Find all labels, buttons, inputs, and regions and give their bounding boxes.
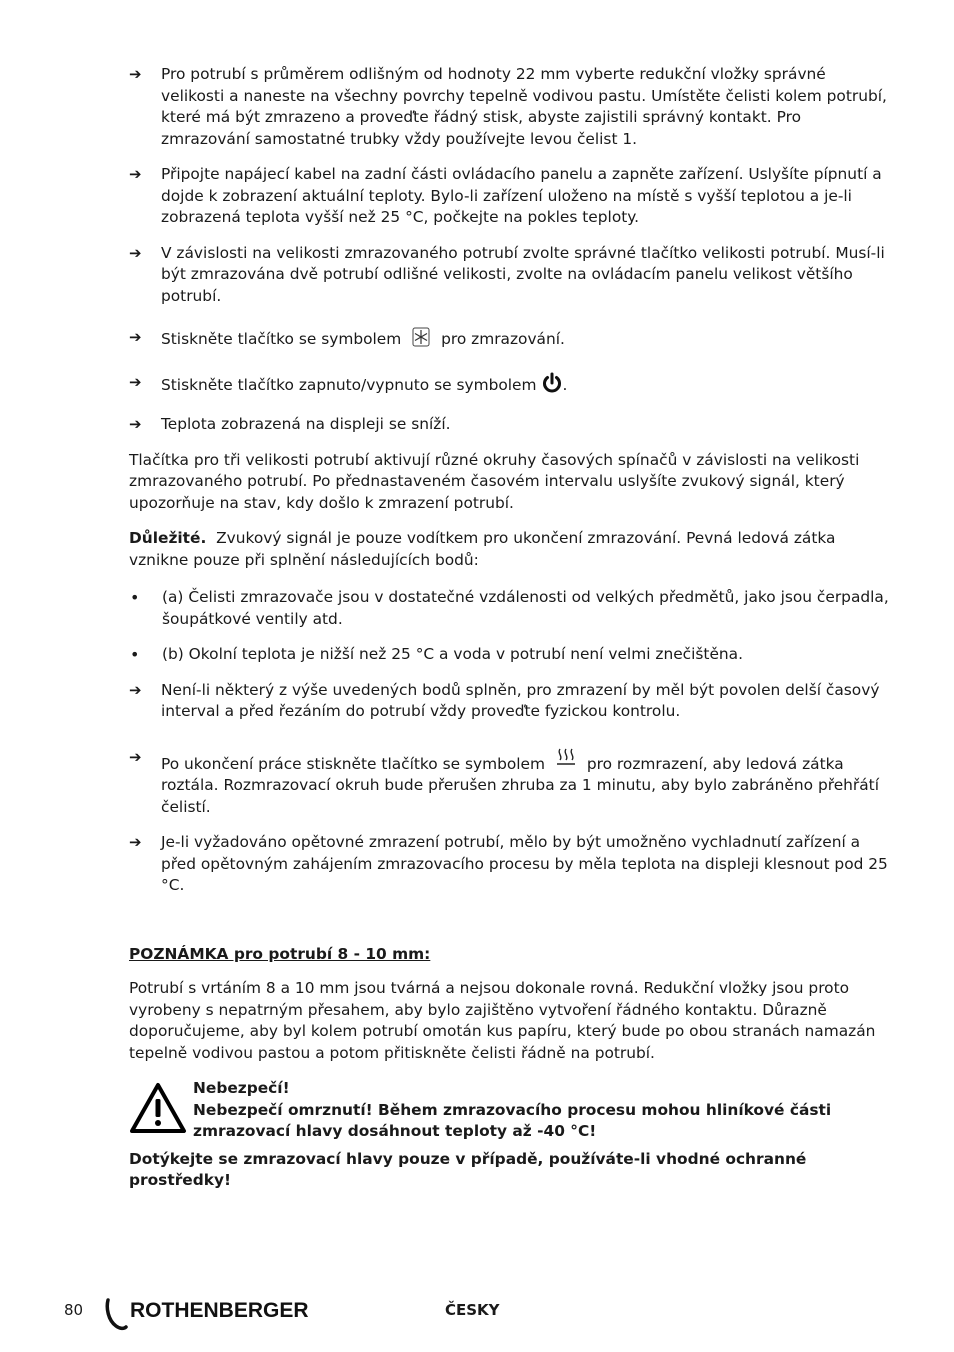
step-text: Je-li vyžadováno opětovné zmrazení potrubí, mělo by být umožněno vychladnutí zařízení a před opětovným zahájením zmrazovacího procesu by měla teplota na displeji klesnout pod 25 °C.	[161, 833, 888, 894]
snowflake-icon	[412, 327, 430, 354]
note-heading: POZNÁMKA pro potrubí 8 - 10 mm:	[129, 944, 431, 963]
arrow-right-icon: ➔	[129, 372, 142, 391]
bullet-text: (b) Okolní teplota je nižší než 25 °C a voda v potrubí není velmi znečištěna.	[162, 645, 744, 663]
paragraph-timer: Tlačítka pro tři velikosti potrubí aktivují různé okruhy časových spínačů v závislosti na velikosti zmrazovaného potrubí. Po přednastaveném časovém intervalu uslyšíte zvukový signál, který upozorňuje na stav, kdy došlo k zmrazení potrubí.	[129, 450, 860, 512]
step-text-before: Stiskněte tlačítko se symbolem	[161, 330, 402, 348]
bullet-text: (a) Čelisti zmrazovače jsou v dostatečné vzdálenosti od velkých předmětů, jako jsou čerpadla, šoupátkové ventily atd.	[162, 588, 889, 628]
bullet-item	[129, 644, 891, 666]
step-item	[129, 64, 891, 150]
step-text-after: .	[562, 375, 568, 394]
step-item-thaw	[129, 747, 891, 819]
bullet-item	[129, 587, 891, 630]
danger-block	[129, 1078, 891, 1143]
danger-final: Dotýkejte se zmrazovací hlavy pouze v případě, používáte-li vhodné ochranné prostředky!	[129, 1149, 807, 1189]
step-item-power	[129, 372, 891, 401]
step-text-after: pro zmrazování.	[441, 330, 565, 348]
important-text: Zvukový signál je pouze vodítkem pro ukončení zmrazování. Pevná ledová zátka vznikne pouze při splnění následujících bodů:	[129, 529, 836, 569]
step-text-before: Stiskněte tlačítko zapnuto/vypnuto se symbolem	[161, 375, 537, 394]
arrow-right-icon: ➔	[129, 243, 142, 262]
arrow-right-icon: ➔	[129, 165, 142, 183]
step-item	[129, 832, 891, 897]
arrow-right-icon: ➔	[129, 415, 142, 433]
arrow-right-icon: ➔	[129, 328, 142, 346]
language-label: ČESKY	[445, 1301, 500, 1319]
warning-triangle-icon	[129, 1078, 193, 1143]
step-text-before: Po ukončení práce stiskněte tlačítko se symbolem	[161, 754, 546, 773]
step-item	[129, 243, 891, 308]
rothenberger-logo	[104, 1296, 344, 1339]
bullet-icon: •	[130, 588, 140, 607]
page-number: 80	[64, 1301, 84, 1319]
important-label: Důležité.	[129, 529, 207, 547]
step-text-after: pro rozmrazení, aby ledová zátka roztála. Rozmrazovací okruh bude přerušen zhruba za 1 minutu, aby bylo zabráněno přehřátí čelistí.	[161, 754, 879, 816]
danger-title: Nebezpečí!	[193, 1079, 290, 1097]
arrow-right-icon: ➔	[129, 747, 142, 766]
bullet-icon: •	[130, 645, 140, 664]
note-text: Potrubí s vrtáním 8 a 10 mm jsou tvárná a nejsou dokonale rovná. Redukční vložky jsou proto vyrobeny s nepatrným přesahem, aby bylo zajištěno vytvoření řádného kontaktu. Důrazně doporučujeme, aby byl kolem potrubí omotán kus papíru, který bude po obou stranách namazán tepelně vodivou pastou a potom přitiskněte čelisti řádně na potrubí.	[129, 979, 876, 1062]
manual-content	[129, 64, 891, 1192]
arrow-right-icon: ➔	[129, 680, 142, 699]
paragraph-important	[129, 528, 891, 571]
arrow-right-icon: ➔	[129, 65, 142, 83]
step-text: Pro potrubí s průměrem odlišným od hodnoty 22 mm vyberte redukční vložky správné velikosti a naneste na všechny povrchy tepelně vodivou pastu. Umístěte čelisti kolem potrubí, které má být zmrazeno a proveďte řádný stisk, abyste zajistili správný kontakt. Pro zmrazování samostatné trubky vždy používejte levou čelist 1.	[161, 65, 887, 148]
step-item	[129, 680, 891, 723]
danger-line: Nebezpečí omrznutí! Během zmrazovacího procesu mohou hliníkové části zmrazovací hlavy dosáhnout teploty až -40 °C!	[193, 1100, 832, 1140]
heat-icon	[556, 747, 576, 776]
step-text: Teplota zobrazená na displeji se sníží.	[161, 415, 451, 433]
step-item	[129, 414, 891, 436]
step-item	[129, 164, 891, 229]
arrow-right-icon: ➔	[129, 833, 142, 851]
power-icon	[541, 372, 563, 401]
step-text: V závislosti na velikosti zmrazovaného potrubí zvolte správné tlačítko velikosti potrubí. Musí-li být zmrazována dvě potrubí odlišné velikosti, zvolte na ovládacím panelu velikost většího potrubí.	[161, 243, 885, 305]
step-text: Není-li některý z výše uvedených bodů splněn, pro zmrazení by měl být povolen delší časový interval a před řezáním do potrubí vždy proveďte fyzickou kontrolu.	[161, 680, 880, 720]
page-footer	[0, 1296, 954, 1336]
brand-text: ROTHENBERGER	[130, 1299, 309, 1322]
step-item-freeze	[129, 327, 891, 354]
step-text: Připojte napájecí kabel na zadní části ovládacího panelu a zapněte zařízení. Uslyšíte pípnutí a dojde k zobrazení aktuální teploty. Bylo-li zařízení uloženo na místě s vyšší teplotou a je-li zobrazená teplota vyšší než 25 °C, počkejte na pokles teploty.	[161, 165, 882, 226]
